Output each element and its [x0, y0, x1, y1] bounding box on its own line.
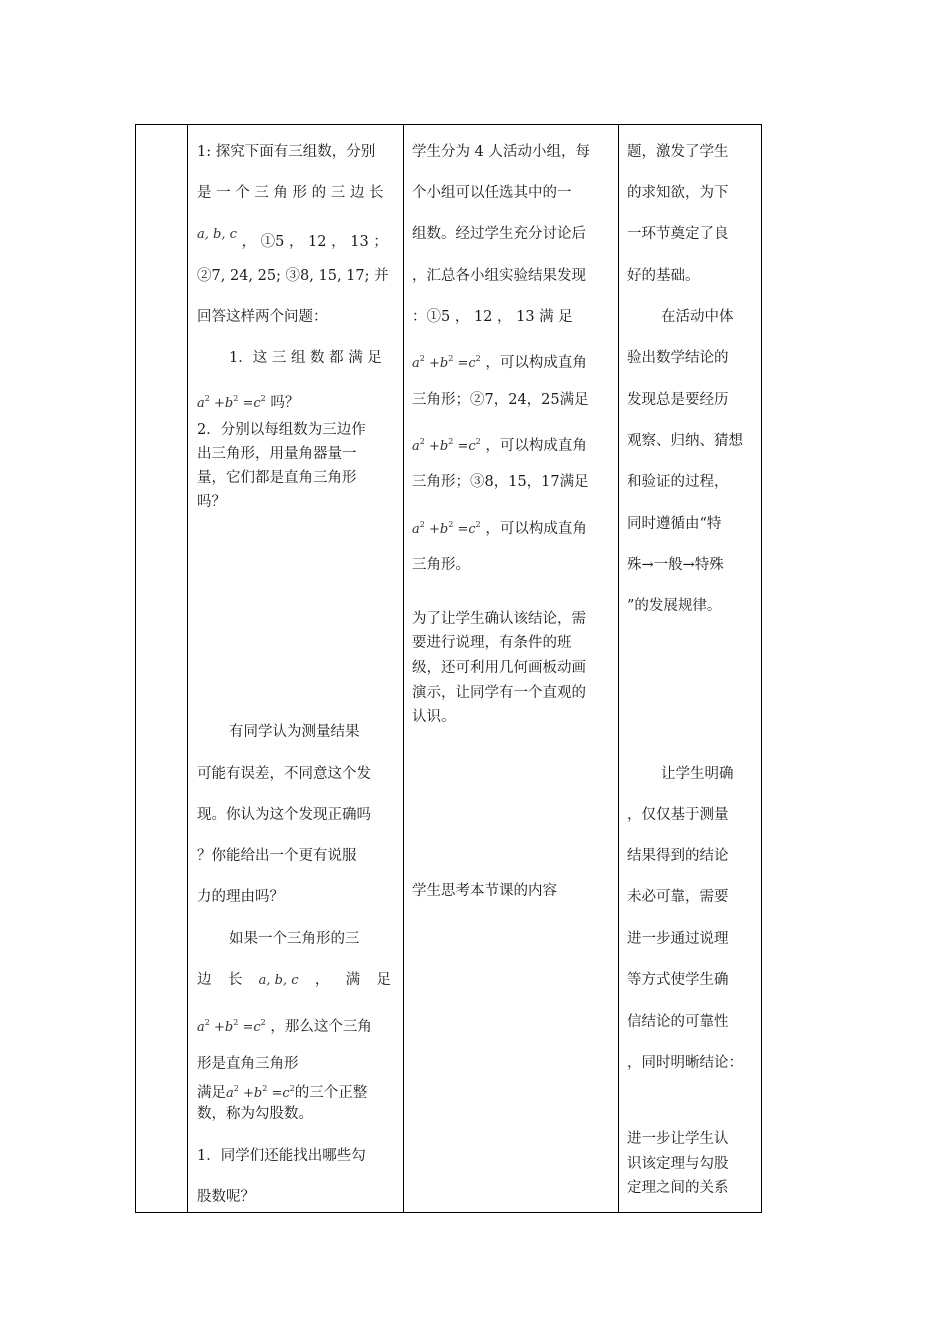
formula: $a^2 +b^2 =c^2$: [197, 1018, 266, 1035]
text-line: 出三角形，用量角器量一: [197, 446, 357, 462]
text-line: 演示，让同学有一个直观的: [412, 685, 586, 701]
text-line: 殊→一般→特殊: [627, 557, 724, 573]
pythagorean-formula-line: [412, 421, 587, 468]
text-line: 的求知欲，为下: [627, 185, 729, 201]
formula: $a^2 +b^2 =c^2$: [412, 354, 481, 371]
text-line: [197, 960, 391, 1002]
text-line: 现。你认为这个发现正确吗: [197, 807, 371, 823]
math-abc: a, b, c: [197, 227, 237, 242]
text-fragment: ，可以构成直角: [485, 355, 587, 371]
text-line: 未必可靠，需要: [627, 889, 729, 905]
text-line: 观察、归纳、猜想: [627, 433, 743, 449]
question-2: 2．分别以每组数为三边作: [197, 422, 366, 438]
text-line: 三角形。: [412, 557, 470, 573]
text-fragment: ，可以构成直角: [485, 438, 587, 454]
text-line: 和验证的过程，: [627, 474, 729, 490]
text-line: 一环节奠定了良: [627, 226, 729, 242]
text-line: 是 一 个 三 角 形 的 三 边 长: [197, 185, 384, 201]
text-line: 认识。: [412, 709, 456, 725]
text-line: 数，称为勾股数。: [197, 1106, 313, 1122]
text-line: ，汇总各小组实验结果发现: [412, 268, 586, 284]
text-line: 股数呢？: [197, 1189, 255, 1205]
text-fragment: ，那么这个三角: [270, 1019, 372, 1035]
table-column-stage: [136, 125, 188, 1212]
math-abc: a, b, c: [258, 973, 299, 988]
text-line: ，仅仅基于测量: [627, 807, 729, 823]
text-line: 学生分为 4 人活动小组，每: [412, 144, 590, 160]
formula: $a^2 +b^2 =c^2$: [197, 394, 266, 411]
text-line: 好的基础。: [627, 268, 700, 284]
text-fragment: ，可以构成直角: [485, 521, 587, 537]
text-line: 三角形；②7，24，25满足: [412, 392, 589, 408]
text-line: ，同时明晰结论：: [627, 1055, 743, 1071]
pythagorean-formula-line: [197, 1002, 372, 1049]
text-line: 学生思考本节课的内容: [412, 883, 557, 899]
text-fragment: 的三个正整: [294, 1085, 368, 1101]
formula: $a^2 +b^2 =c^2$: [226, 1084, 295, 1101]
text-line: 要进行说理，有条件的班: [412, 635, 572, 651]
text-fragment: 吗？: [270, 395, 300, 411]
text-fragment: 满: [345, 972, 361, 988]
text-line: 1: 探究下面有三组数，分别: [197, 144, 376, 160]
text-line: 同时遵循由“特: [627, 516, 722, 532]
formula: $a^2 +b^2 =c^2$: [412, 520, 481, 537]
text-line: 为了让学生确认该结论，需: [412, 611, 586, 627]
text-line: 有同学认为测量结果: [229, 724, 360, 740]
text-line: 如果一个三角形的三: [229, 931, 360, 947]
text-line: 吗？: [197, 494, 226, 510]
text-line: 进一步通过说理: [627, 931, 729, 947]
text-line: 力的理由吗？: [197, 889, 284, 905]
text-line: 1．同学们还能找出哪些勾: [197, 1148, 366, 1164]
text-fragment: 足: [376, 972, 391, 988]
text-line: 进一步让学生认: [627, 1131, 729, 1147]
text-line: 等方式使学生确: [627, 972, 729, 988]
text-line: 识该定理与勾股: [627, 1156, 729, 1172]
text-fragment: 长: [227, 972, 243, 988]
text-line: 定理之间的关系: [627, 1180, 729, 1196]
text-line: ②7, 24, 25; ③8, 15, 17; 并: [197, 268, 389, 284]
text-line: 级，还可利用几何画板动画: [412, 660, 586, 676]
text-line: ：①5 ， 12 ， 13 满 足: [412, 309, 573, 325]
text-line: 验出数学结论的: [627, 350, 729, 366]
text-line: 形是直角三角形: [197, 1056, 299, 1072]
text-line: 回答这样两个问题：: [197, 309, 328, 325]
text-fragment: ，: [314, 972, 330, 988]
pythagorean-formula-line: [412, 504, 587, 551]
text-line: 信结论的可靠性: [627, 1014, 729, 1030]
text-line: 可能有误差，不同意这个发: [197, 766, 371, 782]
pythagorean-formula-line: [412, 338, 587, 385]
text-line: 量，它们都是直角三角形: [197, 470, 357, 486]
text-fragment: 边: [197, 972, 212, 988]
text-line: 让学生明确: [661, 766, 734, 782]
text-line: 在活动中体: [661, 309, 734, 325]
text-fragment: ， ①5 ， 12 ， 13 ；: [241, 234, 388, 250]
text-line: 题，激发了学生: [627, 144, 729, 160]
text-line: ”的发展规律。: [627, 598, 722, 614]
text-line: 发现总是要经历: [627, 392, 729, 408]
text-line: ？你能给出一个更有说服: [197, 848, 357, 864]
text-line: 结果得到的结论: [627, 848, 729, 864]
text-line: 个小组可以任选其中的一: [412, 185, 572, 201]
text-fragment: 满足: [197, 1085, 226, 1101]
text-line: 组数。经过学生充分讨论后: [412, 226, 586, 242]
formula: $a^2 +b^2 =c^2$: [412, 437, 481, 454]
question-1: 1．这 三 组 数 都 满 足: [229, 350, 382, 366]
text-line: 三角形；③8，15，17满足: [412, 474, 589, 490]
